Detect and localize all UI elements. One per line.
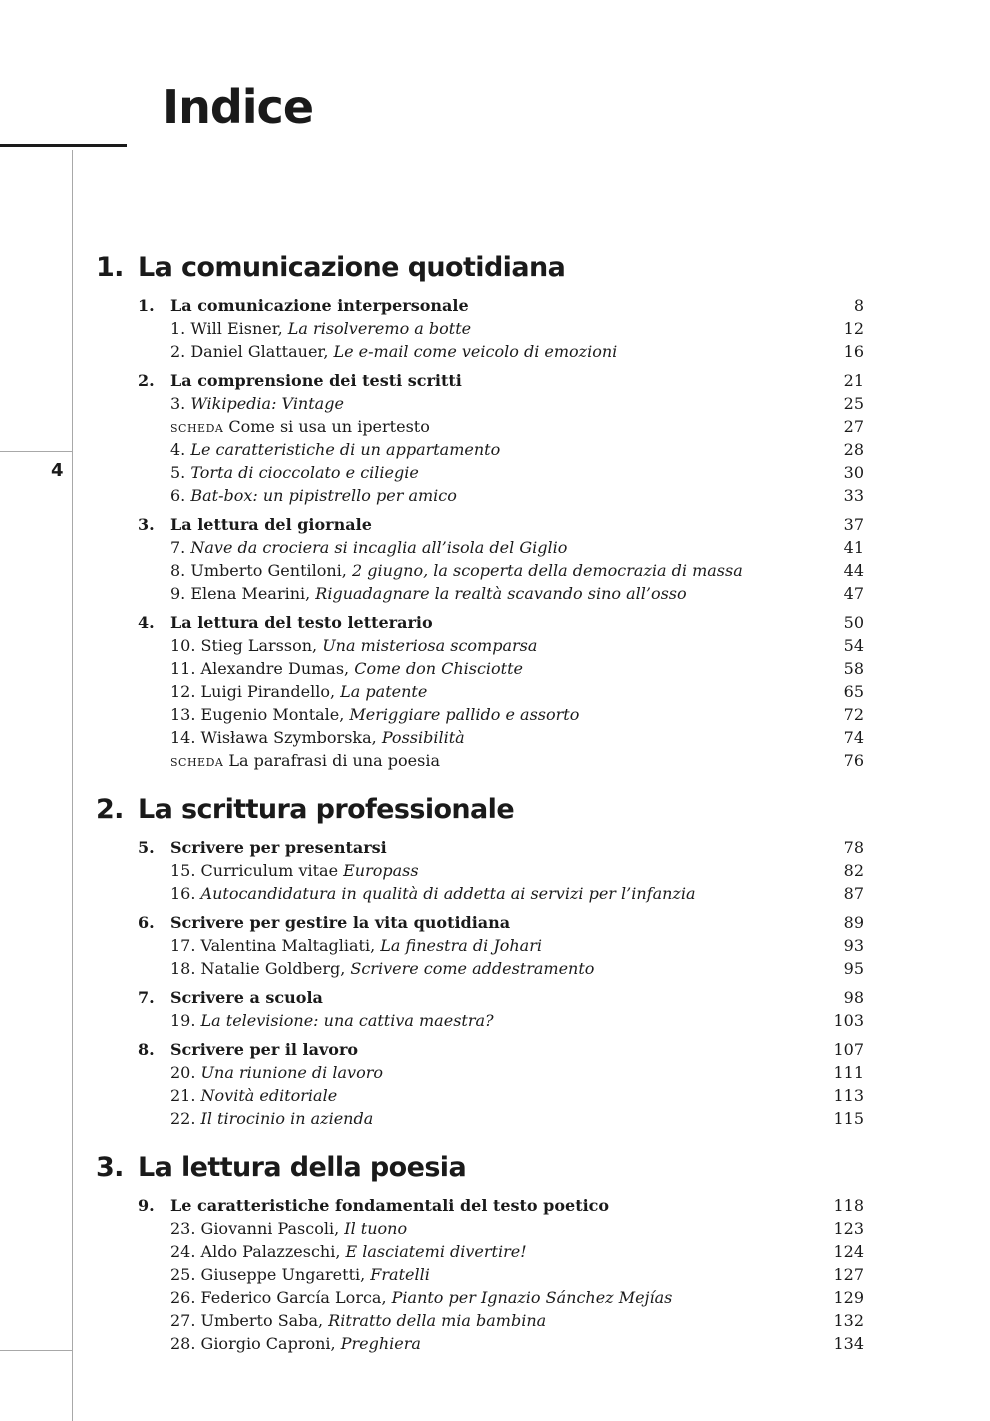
reading-title: Le e-mail come veicolo di emozioni <box>333 342 618 361</box>
reading-number-author: 20. <box>170 1063 201 1082</box>
reading-row[interactable] <box>96 1107 864 1130</box>
reading-label <box>170 634 537 657</box>
reading-title: Possibilità <box>381 728 465 747</box>
reading-title: La risolveremo a botte <box>287 319 472 338</box>
reading-label <box>170 1217 407 1240</box>
reading-page-number: 28 <box>843 440 864 459</box>
reading-page-number: 27 <box>843 417 864 436</box>
reading-page-number: 65 <box>843 682 864 701</box>
reading-page-number: 74 <box>843 728 864 747</box>
reading-label <box>170 934 542 957</box>
reading-page-number: 82 <box>843 861 864 880</box>
reading-page-number: 123 <box>833 1219 864 1238</box>
reading-row[interactable] <box>96 934 864 957</box>
reading-title: Pianto per Ignazio Sánchez Mejías <box>391 1288 673 1307</box>
reading-page-number: 30 <box>843 463 864 482</box>
reading-page-number: 113 <box>833 1086 864 1105</box>
reading-page-number: 103 <box>833 1011 864 1030</box>
reading-number-author: 2. Daniel Glattauer, <box>170 342 334 361</box>
reading-row[interactable] <box>96 703 864 726</box>
reading-page-number: 76 <box>843 751 864 770</box>
chapter-row[interactable] <box>96 1194 864 1217</box>
chapter-label <box>138 911 510 934</box>
reading-title: Autocandidatura in qualità di addetta ai servizi per l’infanzia <box>200 884 696 903</box>
reading-label <box>170 1263 430 1286</box>
reading-number-author: 13. Eugenio Montale, <box>170 705 350 724</box>
reading-label <box>170 1332 421 1355</box>
reading-row[interactable] <box>96 392 864 415</box>
title-rule <box>0 144 127 147</box>
reading-title: Riguadagnare la realtà scavando sino all’osso <box>315 584 687 603</box>
chapter-number: 8. <box>138 1040 155 1059</box>
reading-label <box>170 1107 373 1130</box>
part-title: La comunicazione quotidiana <box>138 252 566 283</box>
reading-number-author: 5. <box>170 463 191 482</box>
scheda-row[interactable] <box>96 749 864 772</box>
reading-row[interactable] <box>96 1009 864 1032</box>
chapter-title: Scrivere per gestire la vita quotidiana <box>170 913 511 932</box>
reading-row[interactable] <box>96 582 864 605</box>
reading-label <box>170 703 579 726</box>
reading-title: La televisione: una cattiva maestra? <box>200 1011 494 1030</box>
reading-label <box>170 1240 527 1263</box>
reading-page-number: 115 <box>833 1109 864 1128</box>
reading-number-author: 24. Aldo Palazzeschi, <box>170 1242 346 1261</box>
chapter-title: Scrivere per il lavoro <box>170 1040 359 1059</box>
reading-label <box>170 484 457 507</box>
scheda-title: Come si usa un ipertesto <box>228 417 430 436</box>
page-title: Indice <box>162 80 314 134</box>
reading-label <box>170 657 523 680</box>
chapter-label <box>138 836 387 859</box>
chapter-number: 6. <box>138 913 155 932</box>
reading-row[interactable] <box>96 461 864 484</box>
chapter-number: 3. <box>138 515 155 534</box>
part-title: La scrittura professionale <box>138 794 515 825</box>
reading-title: Novità editoriale <box>200 1086 338 1105</box>
reading-title: Le caratteristiche di un appartamento <box>190 440 501 459</box>
page-number-rule-top <box>0 451 73 452</box>
reading-page-number: 72 <box>843 705 864 724</box>
reading-label <box>170 438 500 461</box>
reading-label <box>170 1084 337 1107</box>
reading-title: La patente <box>340 682 428 701</box>
reading-title: Preghiera <box>340 1334 421 1353</box>
scheda-title: La parafrasi di una poesia <box>228 751 440 770</box>
chapter-number: 7. <box>138 988 155 1007</box>
reading-label <box>170 726 465 749</box>
reading-number-author: 11. Alexandre Dumas, <box>170 659 355 678</box>
toc-chapter <box>96 369 864 507</box>
reading-number-author: 15. Curriculum vitae <box>170 861 344 880</box>
reading-title: Una riunione di lavoro <box>200 1063 383 1082</box>
reading-row[interactable] <box>96 634 864 657</box>
chapter-number: 1. <box>138 296 155 315</box>
reading-label <box>170 415 430 438</box>
chapter-title: Le caratteristiche fondamentali del testo poetico <box>170 1196 610 1215</box>
reading-row[interactable] <box>96 882 864 905</box>
reading-title: Fratelli <box>370 1265 430 1284</box>
chapter-title: La comunicazione interpersonale <box>170 296 469 315</box>
reading-title: E lasciatemi divertire! <box>345 1242 527 1261</box>
reading-number-author: 14. Wisława Szymborska, <box>170 728 382 747</box>
reading-page-number: 58 <box>843 659 864 678</box>
chapter-title: La comprensione dei testi scritti <box>170 371 462 390</box>
reading-row[interactable] <box>96 1061 864 1084</box>
chapter-title: La lettura del giornale <box>170 515 372 534</box>
reading-number-author: 10. Stieg Larsson, <box>170 636 323 655</box>
chapter-page-number: 37 <box>843 515 864 534</box>
reading-label <box>170 461 419 484</box>
toc-chapter <box>96 611 864 772</box>
chapter-row[interactable] <box>96 611 864 634</box>
reading-page-number: 47 <box>843 584 864 603</box>
reading-number-author: 19. <box>170 1011 201 1030</box>
reading-label <box>170 536 567 559</box>
reading-label <box>170 1286 672 1309</box>
reading-page-number: 16 <box>843 342 864 361</box>
chapter-row[interactable] <box>96 369 864 392</box>
toc-chapter <box>96 836 864 905</box>
chapter-title: Scrivere per presentarsi <box>170 838 387 857</box>
reading-number-author: 7. <box>170 538 191 557</box>
reading-label <box>170 1309 546 1332</box>
margin-rule <box>72 150 73 1421</box>
reading-number-author: 27. Umberto Saba, <box>170 1311 329 1330</box>
reading-label <box>170 1061 383 1084</box>
margin-rule-bottom <box>0 1350 73 1351</box>
toc-part <box>96 1152 864 1355</box>
reading-row[interactable] <box>96 559 864 582</box>
reading-number-author: 22. <box>170 1109 201 1128</box>
reading-title: Europass <box>343 861 419 880</box>
chapter-label <box>138 369 462 392</box>
reading-page-number: 87 <box>843 884 864 903</box>
reading-number-author: 18. Natalie Goldberg, <box>170 959 351 978</box>
reading-number-author: 1. Will Eisner, <box>170 319 288 338</box>
scheda-row[interactable] <box>96 415 864 438</box>
reading-title: Meriggiare pallido e assorto <box>349 705 580 724</box>
reading-title: Scrivere come addestramento <box>350 959 595 978</box>
reading-row[interactable] <box>96 438 864 461</box>
toc-chapter <box>96 1038 864 1130</box>
reading-title: Il tirocinio in azienda <box>200 1109 374 1128</box>
reading-title: Come don Chisciotte <box>354 659 523 678</box>
toc-chapter <box>96 911 864 980</box>
reading-number-author: 8. Umberto Gentiloni, <box>170 561 352 580</box>
part-number: 1. <box>96 252 124 283</box>
reading-page-number: 127 <box>833 1265 864 1284</box>
reading-title: Nave da crociera si incaglia all’isola del Giglio <box>190 538 568 557</box>
reading-number-author: 6. <box>170 486 191 505</box>
chapter-page-number: 118 <box>833 1196 864 1215</box>
chapter-row[interactable] <box>96 911 864 934</box>
reading-row[interactable] <box>96 1084 864 1107</box>
reading-title: Torta di cioccolato e ciliegie <box>190 463 419 482</box>
chapter-page-number: 89 <box>843 913 864 932</box>
chapter-label <box>138 294 469 317</box>
reading-number-author: 21. <box>170 1086 201 1105</box>
reading-page-number: 25 <box>843 394 864 413</box>
reading-label <box>170 749 440 772</box>
chapter-row[interactable] <box>96 513 864 536</box>
reading-row[interactable] <box>96 317 864 340</box>
reading-page-number: 54 <box>843 636 864 655</box>
chapter-number: 5. <box>138 838 155 857</box>
chapter-label <box>138 1038 358 1061</box>
reading-row[interactable] <box>96 1332 864 1355</box>
toc-chapter <box>96 1194 864 1355</box>
reading-label <box>170 392 344 415</box>
part-number: 2. <box>96 794 124 825</box>
reading-page-number: 44 <box>843 561 864 580</box>
reading-page-number: 95 <box>843 959 864 978</box>
reading-row[interactable] <box>96 957 864 980</box>
chapter-page-number: 8 <box>853 296 864 315</box>
reading-number-author: 9. Elena Mearini, <box>170 584 316 603</box>
reading-row[interactable] <box>96 1240 864 1263</box>
part-number: 3. <box>96 1152 124 1183</box>
toc-chapter <box>96 294 864 363</box>
toc-chapter <box>96 986 864 1032</box>
reading-page-number: 132 <box>833 1311 864 1330</box>
reading-number-author: 16. <box>170 884 201 903</box>
reading-row[interactable] <box>96 484 864 507</box>
chapter-number: 9. <box>138 1196 155 1215</box>
reading-row[interactable] <box>96 657 864 680</box>
chapter-page-number: 98 <box>843 988 864 1007</box>
reading-label <box>170 340 617 363</box>
toc-chapter <box>96 513 864 605</box>
reading-page-number: 134 <box>833 1334 864 1353</box>
reading-row[interactable] <box>96 340 864 363</box>
chapter-page-number: 107 <box>833 1040 864 1059</box>
chapter-row[interactable] <box>96 986 864 1009</box>
chapter-page-number: 21 <box>843 371 864 390</box>
reading-row[interactable] <box>96 1286 864 1309</box>
chapter-title: La lettura del testo letterario <box>170 613 433 632</box>
chapter-label <box>138 986 323 1009</box>
reading-row[interactable] <box>96 1263 864 1286</box>
page-number: 4 <box>51 460 64 481</box>
reading-number-author: 12. Luigi Pirandello, <box>170 682 341 701</box>
reading-number-author: 26. Federico García Lorca, <box>170 1288 392 1307</box>
reading-page-number: 33 <box>843 486 864 505</box>
reading-page-number: 129 <box>833 1288 864 1307</box>
scheda-label: scheda <box>170 417 224 436</box>
chapter-label <box>138 1194 609 1217</box>
reading-title: Il tuono <box>344 1219 408 1238</box>
reading-number-author: 3. <box>170 394 191 413</box>
chapter-number: 4. <box>138 613 155 632</box>
reading-label <box>170 1009 494 1032</box>
chapter-row[interactable] <box>96 1038 864 1061</box>
reading-page-number: 41 <box>843 538 864 557</box>
reading-row[interactable] <box>96 859 864 882</box>
reading-label <box>170 680 427 703</box>
reading-row[interactable] <box>96 680 864 703</box>
reading-title: 2 giugno, la scoperta della democrazia di massa <box>351 561 743 580</box>
reading-row[interactable] <box>96 536 864 559</box>
part-heading <box>96 1152 864 1194</box>
scheda-label: scheda <box>170 751 224 770</box>
chapter-page-number: 50 <box>843 613 864 632</box>
chapter-label <box>138 513 372 536</box>
reading-number-author: 17. Valentina Maltagliati, <box>170 936 381 955</box>
reading-label <box>170 882 696 905</box>
reading-label <box>170 559 743 582</box>
reading-row[interactable] <box>96 1309 864 1332</box>
table-of-contents <box>96 252 864 1377</box>
chapter-number: 2. <box>138 371 155 390</box>
reading-page-number: 12 <box>843 319 864 338</box>
chapter-title: Scrivere a scuola <box>170 988 323 1007</box>
part-heading <box>96 252 864 294</box>
chapter-row[interactable] <box>96 836 864 859</box>
reading-row[interactable] <box>96 1217 864 1240</box>
reading-title: Ritratto della mia bambina <box>328 1311 547 1330</box>
chapter-row[interactable] <box>96 294 864 317</box>
part-title: La lettura della poesia <box>138 1152 467 1183</box>
reading-title: La finestra di Johari <box>380 936 542 955</box>
reading-label <box>170 859 419 882</box>
reading-title: Wikipedia: Vintage <box>190 394 344 413</box>
reading-label <box>170 957 594 980</box>
reading-number-author: 28. Giorgio Caproni, <box>170 1334 341 1353</box>
reading-label <box>170 582 687 605</box>
reading-label <box>170 317 471 340</box>
part-heading <box>96 794 864 836</box>
reading-title: Bat-box: un pipistrello per amico <box>190 486 457 505</box>
reading-page-number: 93 <box>843 936 864 955</box>
toc-part <box>96 252 864 772</box>
chapter-label <box>138 611 433 634</box>
toc-part <box>96 794 864 1130</box>
reading-title: Una misteriosa scomparsa <box>322 636 538 655</box>
reading-number-author: 4. <box>170 440 191 459</box>
reading-page-number: 111 <box>833 1063 864 1082</box>
reading-page-number: 124 <box>833 1242 864 1261</box>
chapter-page-number: 78 <box>843 838 864 857</box>
reading-number-author: 25. Giuseppe Ungaretti, <box>170 1265 371 1284</box>
reading-number-author: 23. Giovanni Pascoli, <box>170 1219 345 1238</box>
reading-row[interactable] <box>96 726 864 749</box>
